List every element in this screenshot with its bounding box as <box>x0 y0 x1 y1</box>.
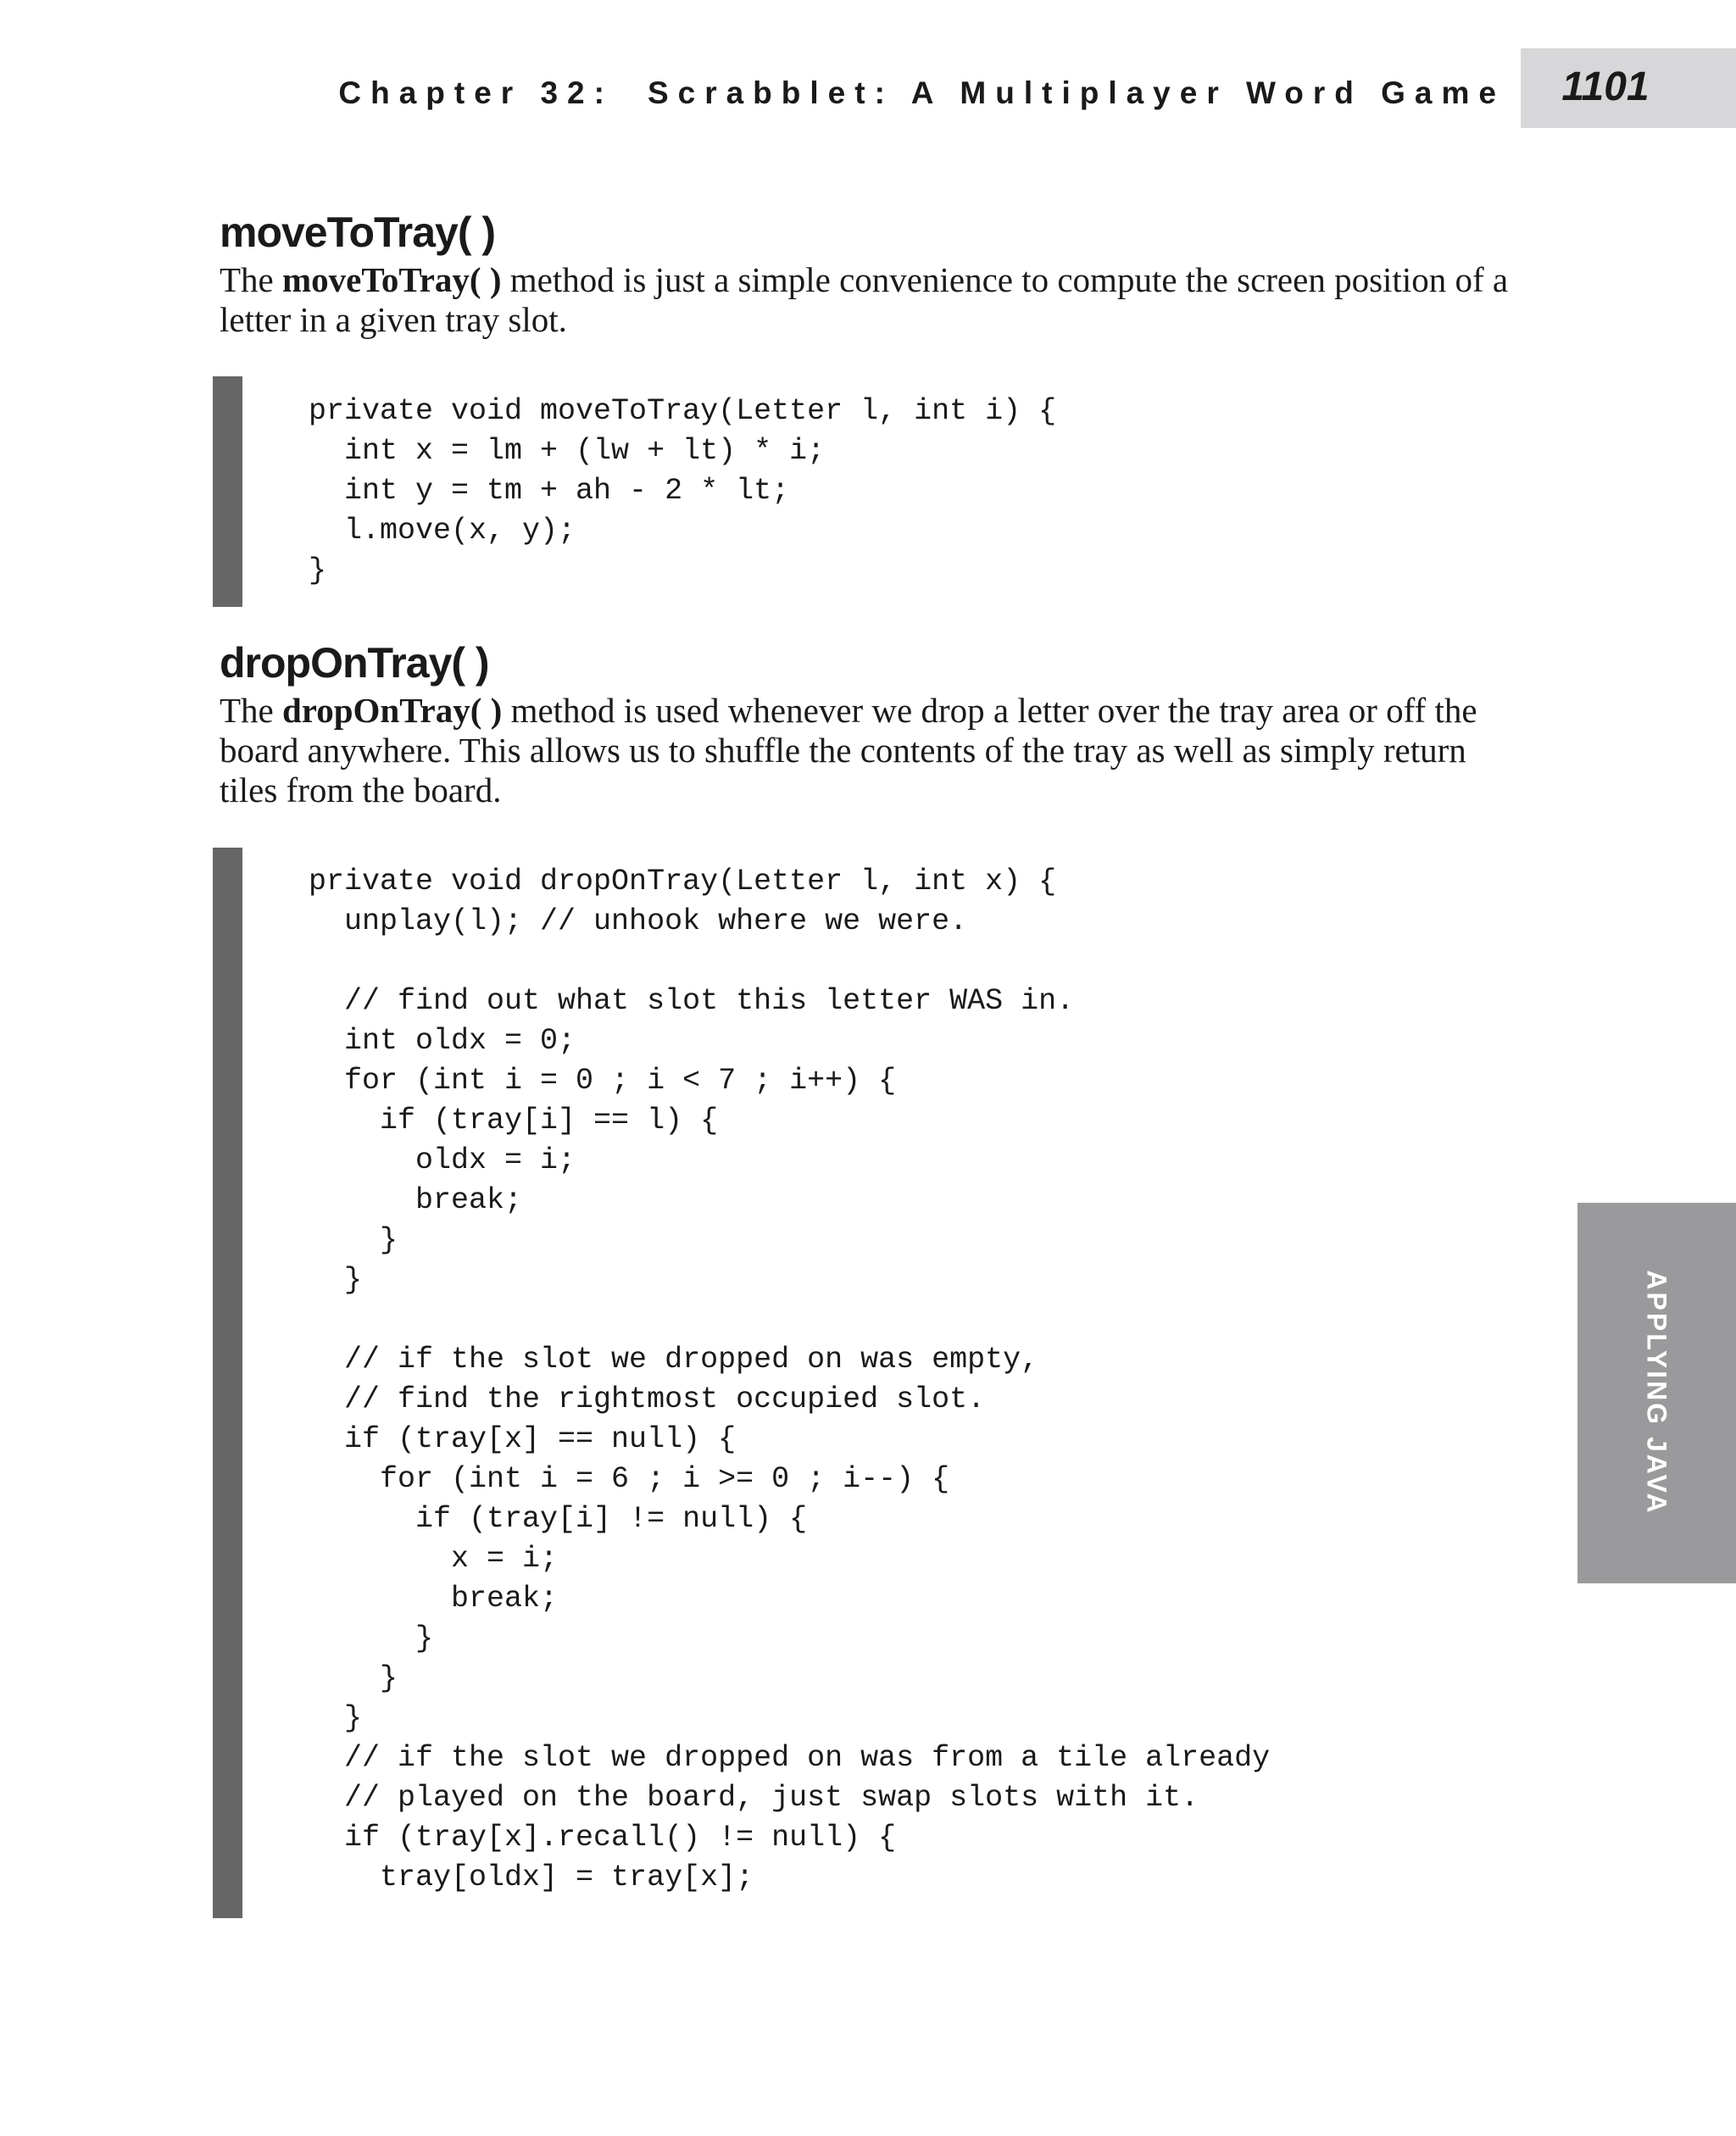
chapter-label: Chapter 32: <box>338 75 614 110</box>
code-line: if (tray[i] != null) { <box>309 1502 808 1536</box>
code-line: unplay(l); // unhook where we were. <box>309 904 968 938</box>
code-line: for (int i = 6 ; i >= 0 ; i--) { <box>309 1462 950 1496</box>
code-line: int y = tm + ah - 2 * lt; <box>309 474 790 508</box>
code-line: for (int i = 0 ; i < 7 ; i++) { <box>309 1064 897 1098</box>
code-block-dropontray <box>309 862 1270 1898</box>
paragraph-text: method is just a simple convenience to compute the screen position of a letter in a given tray slot. <box>220 260 1509 339</box>
code-block-bar <box>213 848 242 1918</box>
code-line: } <box>309 1701 363 1735</box>
code-line: // if the slot we dropped on was from a tile already <box>309 1741 1271 1775</box>
code-line: } <box>309 1223 398 1257</box>
section-title-movetotray: moveToTray( ) <box>220 209 496 256</box>
code-line: l.move(x, y); <box>309 514 576 548</box>
code-block-movetotray <box>309 392 1056 591</box>
page-number: 1101 <box>1561 64 1650 109</box>
code-line: // find out what slot this letter WAS in. <box>309 984 1075 1018</box>
code-line: x = i; <box>309 1542 559 1576</box>
code-line: // find the rightmost occupied slot. <box>309 1382 986 1416</box>
code-line: // if the slot we dropped on was empty, <box>309 1343 1039 1377</box>
chapter-title: Scrabblet: A Multiplayer Word Game <box>647 75 1505 110</box>
section-title-dropontray: dropOnTray( ) <box>220 639 489 687</box>
paragraph-text: The <box>220 260 282 299</box>
code-line: int x = lm + (lw + lt) * i; <box>309 434 826 468</box>
section-paragraph-dropontray <box>220 691 1516 810</box>
code-line: private void dropOnTray(Letter l, int x) { <box>309 865 1057 898</box>
method-name: moveToTray( ) <box>282 260 502 299</box>
code-line: } <box>309 553 327 587</box>
paragraph-text: The <box>220 691 282 730</box>
code-line: break; <box>309 1582 559 1616</box>
code-block-bar <box>213 376 242 607</box>
section-paragraph-movetotray <box>220 260 1516 340</box>
code-line: tray[oldx] = tray[x]; <box>309 1861 754 1894</box>
side-tab <box>1577 1203 1736 1583</box>
code-line: if (tray[x] == null) { <box>309 1422 737 1456</box>
code-line: // played on the board, just swap slots with it. <box>309 1781 1199 1815</box>
method-name: dropOnTray( ) <box>282 691 503 730</box>
code-line: int oldx = 0; <box>309 1024 576 1058</box>
code-line <box>309 1300 1270 1340</box>
running-header <box>0 68 1505 119</box>
code-line: } <box>309 1661 398 1695</box>
code-line: } <box>309 1263 363 1297</box>
code-line <box>309 942 1270 982</box>
code-line: private void moveToTray(Letter l, int i) { <box>309 394 1057 428</box>
side-tab-label: APPLYING JAVA <box>1641 1270 1672 1516</box>
page-number-box <box>1521 48 1736 128</box>
code-line: oldx = i; <box>309 1143 576 1177</box>
code-line: if (tray[x].recall() != null) { <box>309 1821 897 1855</box>
code-line: if (tray[i] == l) { <box>309 1104 719 1138</box>
code-line: break; <box>309 1183 523 1217</box>
code-line: } <box>309 1621 434 1655</box>
paragraph-text: method is used whenever we drop a letter over the tray area or off the board anywhere. This allows us to shuffle the contents of the tray as well as simply return tiles from the board. <box>220 691 1477 809</box>
